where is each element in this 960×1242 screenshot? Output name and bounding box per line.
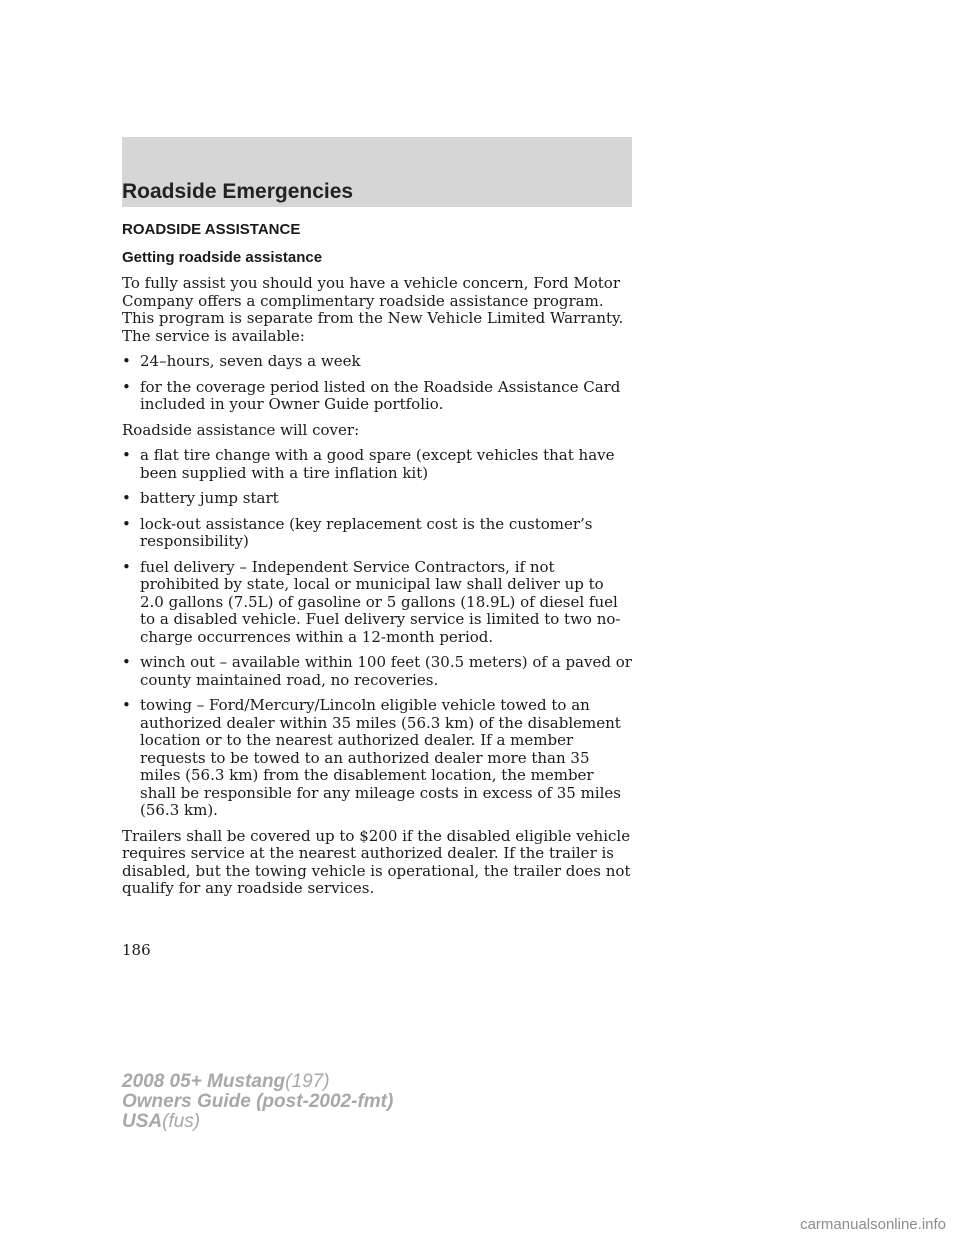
sub-heading: Getting roadside assistance bbox=[122, 248, 323, 266]
list-item: • towing – Ford/Mercury/Lincoln eligible vehicle towed to an authorized dealer within 35 miles (56.3 km) of the disablement location or to the nearest authorized dealer. If a member requests to be towed to an authorized dealer more than 35 miles (56.3 km) from the disablement location, the member shall be responsible for any mileage costs in excess of 35 miles (56.3 km). bbox=[122, 696, 621, 819]
list-item: • battery jump start bbox=[122, 489, 279, 507]
main-heading: ROADSIDE ASSISTANCE bbox=[122, 221, 301, 238]
list-item: • a flat tire change with a good spare (except vehicles that have been supplied with a tire inflation kit) bbox=[122, 446, 615, 482]
coverage-list bbox=[122, 447, 632, 820]
page-content bbox=[122, 221, 632, 906]
document-footer bbox=[122, 1072, 393, 1132]
bullet-icon: • bbox=[122, 446, 131, 464]
list-item: • for the coverage period listed on the Roadside Assistance Card included in your Owner Guide portfolio. bbox=[122, 377, 621, 413]
bullet-icon: • bbox=[122, 352, 131, 370]
list-item: • winch out – available within 100 feet (30.5 meters) of a paved or county maintained road, no recoveries. bbox=[122, 653, 632, 689]
footer-line-model: 2008 05+ Mustang(197) bbox=[122, 1071, 330, 1092]
footer-line-region: USA(fus) bbox=[122, 1111, 201, 1132]
page-number: 186 bbox=[122, 941, 151, 959]
footer-line-guide: Owners Guide (post-2002-fmt) bbox=[122, 1091, 394, 1112]
watermark-link[interactable]: carmanualsonline.info bbox=[800, 1216, 946, 1233]
bullet-icon: • bbox=[122, 514, 131, 533]
coverage-intro: Roadside assistance will cover: bbox=[122, 420, 360, 439]
intro-paragraph: To fully assist you should you have a vehicle concern, Ford Motor Company offers a complimentary roadside assistance program. This program is separate from the New Vehicle Limited Warranty. The service is available: bbox=[122, 274, 624, 345]
bullet-icon: • bbox=[122, 377, 131, 396]
list-item: • 24–hours, seven days a week bbox=[122, 352, 361, 370]
bullet-icon: • bbox=[122, 557, 131, 576]
bullet-icon: • bbox=[122, 653, 131, 671]
trailers-paragraph: Trailers shall be covered up to $200 if the disabled eligible vehicle requires service at the nearest authorized dealer. If the trailer is disabled, but the towing vehicle is operational, the trailer does not qualify for any roadside services. bbox=[122, 826, 631, 897]
list-item: • fuel delivery – Independent Service Contractors, if not prohibited by state, local or municipal law shall deliver up to 2.0 gallons (7.5L) of gasoline or 5 gallons (18.9L) of diesel fuel to a disabled vehicle. Fuel delivery service is limited to two no-charge occurrences within a 12-month period. bbox=[122, 557, 621, 646]
section-title: Roadside Emergencies bbox=[122, 180, 354, 203]
bullet-icon: • bbox=[122, 696, 131, 714]
availability-list bbox=[122, 353, 632, 414]
bullet-icon: • bbox=[122, 489, 131, 507]
list-item: • lock-out assistance (key replacement cost is the customer’s responsibility) bbox=[122, 514, 593, 550]
